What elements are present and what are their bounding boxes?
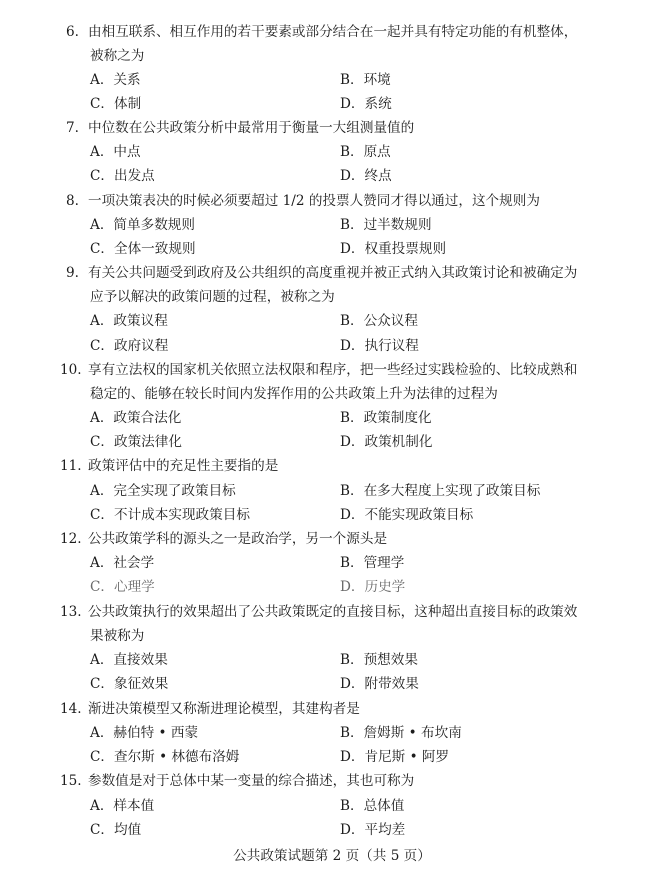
question-text-continued: 被称之为 xyxy=(90,48,145,64)
question-number: 13. xyxy=(60,604,82,620)
option-d: D．平均差 xyxy=(340,822,406,838)
question-stem xyxy=(66,189,606,213)
option-c: C．政府议程 xyxy=(90,338,169,354)
option-c: C．象征效果 xyxy=(90,676,169,692)
question-stem xyxy=(66,261,606,285)
option-b: B．詹姆斯 • 布坎南 xyxy=(340,725,462,741)
option-a: A．样本值 xyxy=(90,798,155,814)
question-text: 政策评估中的充足性主要指的是 xyxy=(88,458,279,474)
question-stem xyxy=(60,769,600,793)
question-text: 有关公共问题受到政府及公共组织的高度重视并被正式纳入其政策讨论和被确定为 xyxy=(88,265,578,281)
option-d: D．历史学 xyxy=(340,579,406,595)
option-c: C．体制 xyxy=(90,96,142,112)
option-c: C．出发点 xyxy=(90,168,155,184)
option-d: D．肯尼斯 • 阿罗 xyxy=(340,749,450,765)
option-d: D．系统 xyxy=(340,96,392,112)
option-a: A．直接效果 xyxy=(90,652,168,668)
question-stem xyxy=(66,116,606,140)
question-number: 8. xyxy=(66,193,79,209)
question-stem xyxy=(60,454,600,478)
option-a: A．简单多数规则 xyxy=(90,217,195,233)
question-number: 6. xyxy=(66,24,79,40)
option-a: A．政策议程 xyxy=(90,313,168,329)
option-d: D．不能实现政策目标 xyxy=(340,507,474,523)
option-d: D．执行议程 xyxy=(340,338,419,354)
option-b: B．管理学 xyxy=(340,555,405,571)
option-d: D．权重投票规则 xyxy=(340,241,447,257)
question-number: 10. xyxy=(60,362,82,378)
option-b: B．环境 xyxy=(340,72,391,88)
option-b: B．总体值 xyxy=(340,798,405,814)
option-c: C．不计成本实现政策目标 xyxy=(90,507,250,523)
option-d: D．附带效果 xyxy=(340,676,419,692)
option-c: C．全体一致规则 xyxy=(90,241,196,257)
option-a: A．中点 xyxy=(90,144,141,160)
question-number: 11. xyxy=(60,458,82,474)
option-b: B．原点 xyxy=(340,144,391,160)
option-c: C．心理学 xyxy=(90,579,155,595)
question-text: 中位数在公共政策分析中最常用于衡量一大组测量值的 xyxy=(88,120,415,136)
question-text-continued: 果被称为 xyxy=(90,628,145,644)
option-a: A．完全实现了政策目标 xyxy=(90,483,236,499)
option-a: A．社会学 xyxy=(90,555,155,571)
question-number: 12. xyxy=(60,531,82,547)
question-stem xyxy=(66,20,606,44)
option-d: D．政策机制化 xyxy=(340,434,433,450)
question-text: 由相互联系、相互作用的若干要素或部分结合在一起并具有特定功能的有机整体， xyxy=(88,24,578,40)
question-number: 14. xyxy=(60,701,82,717)
option-d: D．终点 xyxy=(340,168,392,184)
option-b: B．预想效果 xyxy=(340,652,418,668)
option-c: C．均值 xyxy=(90,822,142,838)
option-a: A．赫伯特 • 西蒙 xyxy=(90,725,199,741)
question-stem xyxy=(60,527,600,551)
option-b: B．政策制度化 xyxy=(340,410,432,426)
question-text: 一项决策表决的时候必须要超过 1/2 的投票人赞同才得以通过，这个规则为 xyxy=(88,193,540,209)
question-text: 公共政策执行的效果超出了公共政策既定的直接目标，这种超出直接目标的政策效 xyxy=(88,604,578,620)
question-number: 15. xyxy=(60,773,82,789)
option-c: C．政策法律化 xyxy=(90,434,182,450)
question-text-continued: 稳定的、能够在较长时间内发挥作用的公共政策上升为法律的过程为 xyxy=(90,386,498,402)
option-b: B．公众议程 xyxy=(340,313,418,329)
question-stem xyxy=(60,358,600,382)
question-stem xyxy=(60,697,600,721)
option-a: A．政策合法化 xyxy=(90,410,182,426)
question-text: 参数值是对于总体中某一变量的综合描述，其也可称为 xyxy=(88,773,415,789)
option-a: A．关系 xyxy=(90,72,141,88)
question-number: 7. xyxy=(66,120,79,136)
option-c: C．查尔斯 • 林德布洛姆 xyxy=(90,749,240,765)
option-b: B．在多大程度上实现了政策目标 xyxy=(340,483,541,499)
question-number: 9. xyxy=(66,265,79,281)
question-text: 公共政策学科的源头之一是政治学，另一个源头是 xyxy=(88,531,388,547)
question-text: 享有立法权的国家机关依照立法权限和程序，把一些经过实践检验的、比较成熟和 xyxy=(88,362,578,378)
question-text: 渐进决策模型又称渐进理论模型，其建构者是 xyxy=(88,701,360,717)
page-footer: 公共政策试题第 2 页（共 5 页） xyxy=(233,848,431,864)
question-text-continued: 应予以解决的政策问题的过程，被称之为 xyxy=(90,289,335,305)
option-b: B．过半数规则 xyxy=(340,217,432,233)
question-stem xyxy=(60,600,600,624)
